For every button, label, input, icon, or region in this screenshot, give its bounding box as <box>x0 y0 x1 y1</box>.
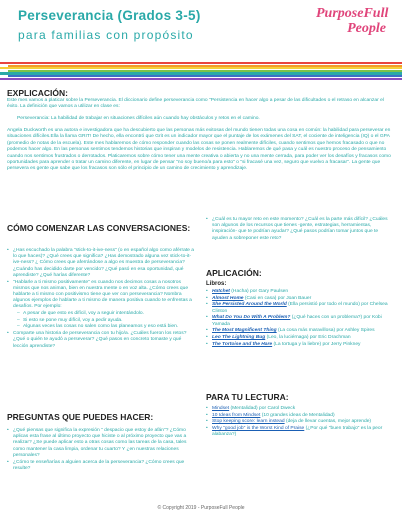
purposefull-people-logo <box>316 6 394 50</box>
explicacion-body: Angela Duckworth es una autora e investigadora que ha descubierto que las personas más exitosas del mundo tienen todas una cosa en común: la habilidad para perseverar en situaciones difíciles.Ella la llama GRIT! De hecho, ella encontró que Grit es un indicador mayor que el puntaje de los exámenes del SAT, el cociente de inteligencia (IQ) o el GPA (promedio de notas de la escuela). Este mes hablaremos de cómo responder cuando las cosas se ponen realmente difíciles, cuando sentimos que hemos fracasado o que no podemos hacer algo. En las personas sentimos tendemos historias que inspiran y modelos de resistencia. Hablaremos de qué pasa y cuál es nuestro proceso de pensamiento cuando nos sentimos frustrados o derrotados. Platicaremos sobre cómo tener una mente creativa o abierta y no una mente cerrada, para poder ver los desafíos y fracasos como oportunidades para aprender o tratar un camino diferente, en lugar de pensar "no soy bueno/a para esto" o "si fracasé una vez, seguro que vuelvo a fracasar". La gente que persevera es gente que sabe que los fracasos son sólo el principio de un camino de crecimiento y aprendizaje. <box>7 128 391 172</box>
list-item: • ¿Cómo te enseñarías a alguien acerca de la perseverancia? ¿Cómo crees que resulte? <box>7 460 197 472</box>
sub-list-item: – A pesar de que esto es difícil, voy a seguir intentándolo. <box>17 311 197 317</box>
book-item <box>206 342 394 348</box>
book-item <box>206 335 394 341</box>
book-link[interactable]: What Do You Do With A Problem? <box>212 315 291 321</box>
list-item: • "Hablarle a ti mismo positivamente" es cuando nos decimos cosas a nosotros mismos que nos animan, bien en nuestra mente o en voz alta. ¿Cómo crees que hablarte a ti mismo con positivismo tiene que ver con perseverancia? Nombra algunos ejemplos de hablarte a ti mismo de manera positiva cuando te enfrentas a desafíos. Por ejemplo: <box>7 280 197 311</box>
book-author: (Casi en casa) por Joan Bauer <box>243 295 312 301</box>
book-link[interactable]: Almost Home <box>212 295 244 301</box>
reading-link[interactable]: Why "good job" is the Worst Kind of Praise <box>212 426 305 432</box>
lectura-heading: PARA TU LECTURA: <box>206 392 289 402</box>
book-link[interactable]: Hatchet <box>212 289 230 294</box>
libros-label: Libros: <box>206 281 227 287</box>
book-link[interactable]: Leo The Lightning Bug <box>212 334 266 340</box>
book-link[interactable]: The Most Magnificent Thing <box>212 328 277 334</box>
preguntas-heading: PREGUNTAS QUE PUEDES HACER: <box>7 412 154 422</box>
book-item <box>206 315 394 327</box>
book-author: (La cosa más maravillosa) por Ashley Spires <box>276 328 375 334</box>
conversaciones-heading: CÓMO COMENZAR LAS CONVERSACIONES: <box>7 223 191 233</box>
sub-list-item: – Si esto se pone muy difícil, voy a pedir ayuda. <box>17 318 197 324</box>
reading-item <box>206 413 394 419</box>
book-author: (Hacha) por Gary Paulsen <box>229 289 289 294</box>
reading-note: (Mentalidad) por Carol Dweck <box>229 406 296 411</box>
aplicacion-heading: APLICACIÓN: <box>206 268 262 278</box>
explicacion-intro: Este mes vamos a platicar sobre la Perseverancia. El diccionario define perseverancia como "Persistencia en hacer algo a pesar de las dificultades o el retraso en alcanzar el éxito. La definición que vamos a utilizar en clase es: <box>7 98 384 110</box>
stripe-line <box>0 78 402 80</box>
conversaciones-list <box>7 248 197 350</box>
list-item: • ¿Has escuchado la palabra "stick-to-it-ive-ness" (o en español algo como aférrate a lo que haces)? ¿Qué crees que significa? ¿Has demostrado alguna vez stick-to-it-ive-ness? ¿ Cómo crees que aferrándose a algo es muestra de perseverancia? ¿Cuándo has decidido darte por vencido? ¿Qué pasó en esa oportunidad, qué aprendiste? ¿Qué harías diferente? <box>7 248 197 279</box>
reading-list <box>206 406 394 439</box>
book-author: (Ella persistió por todo el mundo) por Chelsea Clinton <box>212 302 388 314</box>
book-link[interactable]: The Tortoise and the Hare <box>212 341 273 347</box>
list-item: • Comparte una historia de perseverancia con tu hijo/a. ¿Cuáles fueron los retos? ¿Qué o quién te ayudó a perseverar? ¿Qué pasos en concreto tomaste y qué lección aprendiste? <box>7 331 197 350</box>
book-item <box>206 296 394 302</box>
books-list <box>206 289 394 348</box>
logo-bottom-text: People <box>347 21 386 36</box>
book-item <box>206 302 394 314</box>
book-author: (¿Qué haces con un problema?) por Kobi Yamada <box>212 315 382 327</box>
reading-link[interactable]: 10 Ideas from Mindset <box>212 412 261 418</box>
reading-item <box>206 419 394 425</box>
explicacion-heading: EXPLICACIÓN: <box>7 88 68 98</box>
rainbow-stripes <box>0 62 402 82</box>
right-questions-list <box>206 217 394 242</box>
preguntas-list <box>7 428 197 472</box>
reading-item <box>206 426 394 438</box>
copyright-footer: © Copyright 2019 - PurposeFull People <box>157 505 245 511</box>
reading-link[interactable]: Mindset <box>212 406 230 411</box>
explicacion-definition: Perseverancia: La habilidad de trabajar en situaciones difíciles aún cuando hay obstáculos y retos en el camino. <box>17 116 260 121</box>
book-author: (Leo, la luciérnaga) por Eric Drachman <box>265 334 351 340</box>
list-item: • ¿Cuál es tu mayor reto en este momento? ¿Cuál es la parte más difícil? ¿Cuáles son algunos de los recursos que tienes -gente, estrategias, herramientas, inspiración- que te podrían ayudar? ¿Qué pasos podrían tomar juntos que te ayuden a sobreponer este reto? <box>206 217 394 242</box>
list-item: • ¿Qué piensas que significa la expresión " despacio que estoy de afán"? ¿Cómo aplicas esta frase al último proyecto que hiciste o al próximo proyecto que vas a realizar? ¿Se puede aplicar esto a otras cosas como las tareas de la casa, tales como mantener la casa limpia, ordenar tu cuarto? Y ¿en nuestras relaciones personales? <box>7 428 197 459</box>
page-title: Perseverancia (Grados 3-5) <box>18 8 201 23</box>
book-link[interactable]: She Persisted Around the World <box>212 302 287 308</box>
book-author: (La tortuga y la liebre) por Jerry Pinkney <box>272 341 361 347</box>
logo-top-text: PurposeFull <box>316 6 389 21</box>
reading-note: (deja de llevar cuentas, mejor aprende) <box>284 419 372 425</box>
reading-link[interactable]: Stop keeping score: learn instead <box>212 419 285 425</box>
book-item <box>206 289 394 295</box>
page-subtitle: para familias con propósito <box>18 28 194 42</box>
reading-note: (10 grandes ideas de Mentalidad) <box>260 412 335 418</box>
reading-note: (¿Por qué "buen trabajo" es la peor alabanza?) <box>212 426 383 438</box>
book-item <box>206 328 394 334</box>
reading-item <box>206 406 394 412</box>
sub-list-item: – Algunas veces las cosas no salen como las planeamos y eso está bien. <box>17 324 197 330</box>
